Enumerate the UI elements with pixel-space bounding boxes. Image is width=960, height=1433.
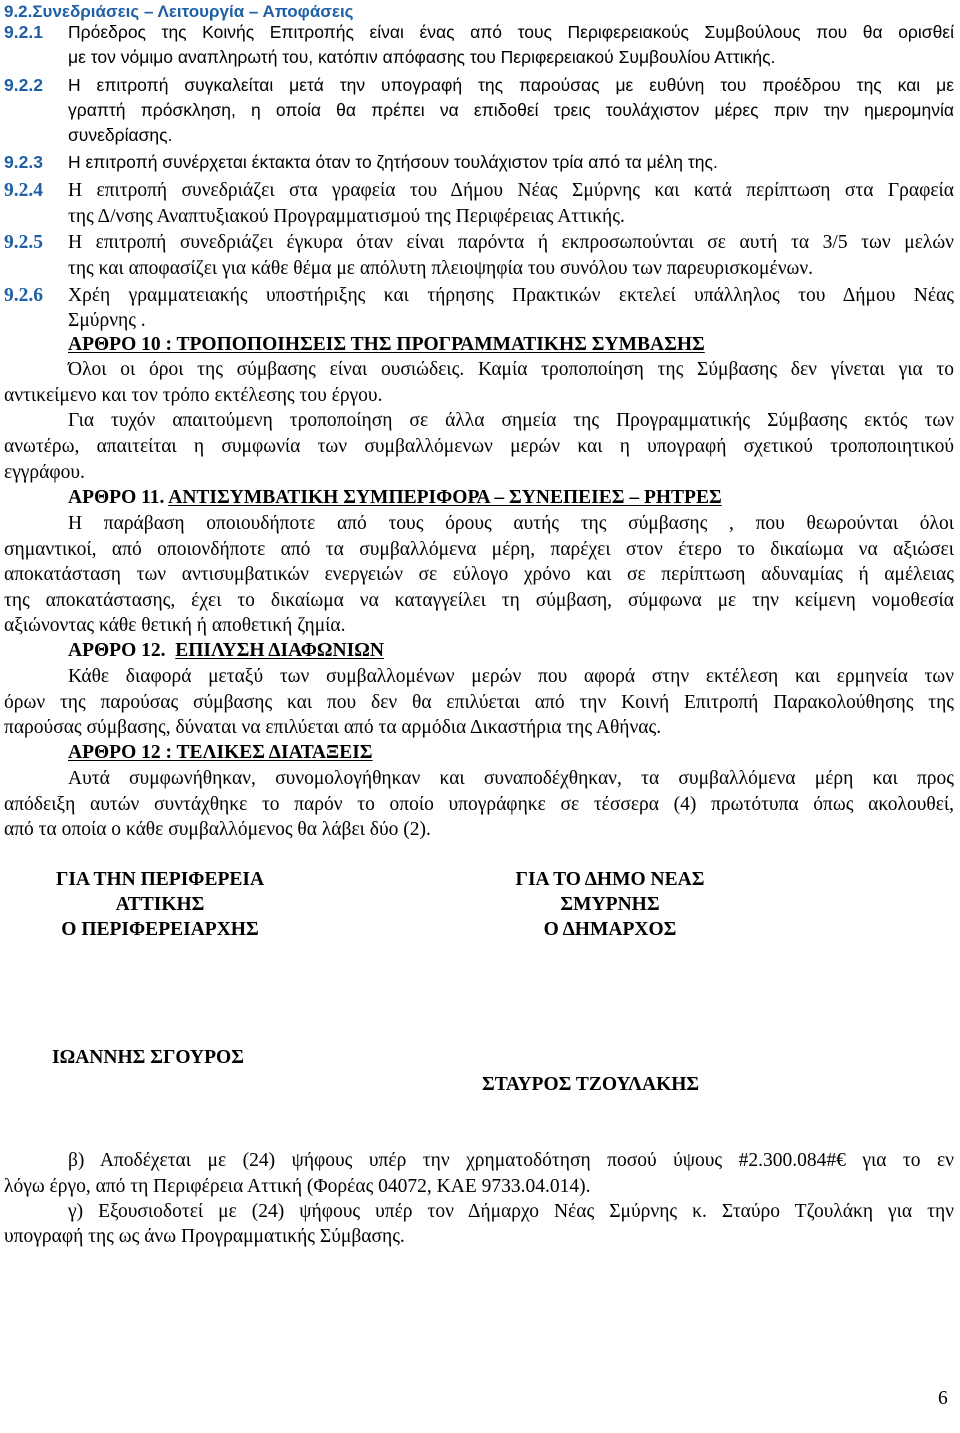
signatory-right-line: ΣΜΥΡΝΗΣ <box>560 894 660 915</box>
article-10-title: ΑΡΘΡΟ 10 : ΤΡΟΠΟΠΟΙΗΣΕΙΣ ΤΗΣ ΠΡΟΓΡΑΜΜΑΤΙΚΗΣ ΣΥΜΒΑΣΗΣ <box>68 334 705 355</box>
clause-9-2-4-line: της Δ/νσης Αναπτυξιακού Προγραμματισμού της Περιφέρειας Αττικής. <box>68 206 625 227</box>
decision-b-text: β) Αποδέχεται με (24) ψήφους υπέρ την χρηματοδότηση ποσού ύψους #2.300.084#€ για το εν <box>68 1150 954 1171</box>
article-12-final-text: Αυτά συμφωνήθηκαν, συνομολογήθηκαν και συναποδέχθηκαν, τα συμβαλλόμενα μέρη και προς <box>68 768 954 789</box>
decision-c-text: γ) Εξουσιοδοτεί με (24) ψήφους υπέρ τον Δήμαρχο Νέας Σμύρνης κ. Σταύρο Τζουλάκη για την <box>68 1201 954 1222</box>
article-12-disputes-text: Κάθε διαφορά μεταξύ των συμβαλλομένων μερών που αφορά στην εκτέλεση και ερμηνεία των <box>68 666 954 687</box>
article-12-disputes-text: παρούσας σύμβασης, δύναται να επιλύεται από τα αρμόδια Δικαστήρια της Αθήνας. <box>4 717 662 738</box>
signatory-left-line: ΑΤΤΙΚΗΣ <box>115 894 205 915</box>
signatory-right-title: Ο ΔΗΜΑΡΧΟΣ <box>543 919 677 940</box>
article-11-title: ΑΝΤΙΣΥΜΒΑΤΙΚΗ ΣΥΜΠΕΡΙΦΟΡΑ – ΣΥΝΕΠΕΙΕΣ – ΡΗΤΡΕΣ <box>168 487 722 508</box>
decision-c-text: υπογραφή της ως άνω Προγραμματικής Σύμβασης. <box>4 1226 405 1247</box>
signatory-left-line: ΓΙΑ ΤΗΝ ΠΕΡΙΦΕΡΕΙΑ <box>55 869 265 890</box>
clause-9-2-1-line: με τον νόμιμο αναπληρωτή του, κατόπιν απόφασης του Περιφερειακού Συμβουλίου Αττικής. <box>68 47 776 67</box>
article-10-text: αντικείμενο και τον τρόπο εκτέλεσης του έργου. <box>4 385 383 406</box>
clause-9-2-2-number: 9.2.2 <box>4 75 43 95</box>
section-heading-number: 9.2. <box>4 2 33 21</box>
section-heading-title: Συνεδριάσεις – Λειτουργία – Αποφάσεις <box>32 2 354 21</box>
page-number: 6 <box>938 1388 948 1409</box>
clause-9-2-3-number: 9.2.3 <box>4 152 43 172</box>
clause-9-2-1-line: Πρόεδρος της Κοινής Επιτροπής είναι ένας από τους Περιφερειακούς Συμβούλους που θα ορισθεί <box>68 22 954 42</box>
article-11-text: της αποκατάστασης, έχει το δικαίωμα να καταγγείλει τη σύμβαση, σύμφωνα με την κείμενη νομοθεσία <box>4 590 954 611</box>
signatory-right-name: ΣΤΑΥΡΟΣ ΤΖΟΥΛΑΚΗΣ <box>482 1074 700 1095</box>
signatory-left-title: Ο ΠΕΡΙΦΕΡΕΙΑΡΧΗΣ <box>61 919 259 940</box>
article-11-heading <box>68 488 722 508</box>
clause-9-2-5-number: 9.2.5 <box>4 232 43 253</box>
clause-9-2-2-line: Η επιτροπή συγκαλείται μετά την υπογραφή της παρούσας με ευθύνη του προέδρου της και με <box>68 75 954 95</box>
article-10-text: Όλοι οι όροι της σύμβασης είναι ουσιώδεις. Καμία τροποποίηση της Σύμβασης δεν γίνεται για το <box>68 359 954 380</box>
article-11-text: αποκατάσταση των αντισυμβατικών ενεργειών σε εύλογο χρόνο και σε περίπτωση αδυναμίας ή αμέλειας <box>4 564 954 585</box>
clause-9-2-4-number: 9.2.4 <box>4 180 43 201</box>
clause-9-2-6-line: Σμύρνης . <box>68 310 146 331</box>
signatory-right-line: ΓΙΑ ΤΟ ΔΗΜΟ ΝΕΑΣ <box>515 869 705 890</box>
clause-9-2-4-line: Η επιτροπή συνεδριάζει στα γραφεία του Δήμου Νέας Σμύρνης και κατά περίπτωση στα Γραφεία <box>68 180 954 201</box>
article-11-text: σημαντικοί, από οποιονδήποτε από τα συμβαλλόμενα μέρη, παρέχει στον έτερο το δικαίωμα να αξιώσει <box>4 539 954 560</box>
article-12-final-text: απόδειξη αυτών συντάχθηκε το παρόν το οποίο υπογράφηκε σε τέσσερα (4) πρωτότυπα όπως ακολουθεί, <box>4 794 954 815</box>
clause-9-2-1-number: 9.2.1 <box>4 22 43 42</box>
article-12-disputes-title: ΕΠΙΛΥΣΗ ΔΙΑΦΩΝΙΩΝ <box>175 640 384 661</box>
section-heading <box>4 3 354 20</box>
article-12-disputes-label: ΑΡΘΡΟ 12. <box>68 640 166 661</box>
article-10-text: εγγράφου. <box>4 462 85 483</box>
clause-9-2-2-line: γραπτή πρόσκληση, η οποία θα πρέπει να επιδοθεί τρεις τουλάχιστον μέρες πριν την ημερομηνία <box>68 100 954 120</box>
article-10-text: Για τυχόν απαιτούμενη τροποποίηση σε άλλα σημεία της Προγραμματικής Σύμβασης εκτός των <box>68 410 954 431</box>
article-12-final-title: ΑΡΘΡΟ 12 : ΤΕΛΙΚΕΣ ΔΙΑΤΑΞΕΙΣ <box>68 742 373 763</box>
article-12-disputes-heading <box>68 641 384 661</box>
decision-b-text: λόγω έργο, από τη Περιφέρεια Αττική (Φορέας 04072, ΚΑΕ 9733.04.014). <box>4 1176 591 1197</box>
clause-9-2-6-number: 9.2.6 <box>4 285 43 306</box>
article-11-label: ΑΡΘΡΟ 11. <box>68 487 165 508</box>
article-12-final-text: από τα οποία ο κάθε συμβαλλόμενος θα λάβει δύο (2). <box>4 819 431 840</box>
clause-9-2-2-line: συνεδρίασης. <box>68 125 173 145</box>
signatory-left-name: ΙΩΑΝΝΗΣ ΣΓΟΥΡΟΣ <box>52 1047 244 1068</box>
clause-9-2-6-line: Χρέη γραμματειακής υποστήριξης και τήρησης Πρακτικών εκτελεί υπάλληλος του Δήμου Νέας <box>68 285 954 306</box>
article-11-text: αξιώνοντας κάθε θετική ή αποθετική ζημία. <box>4 615 346 636</box>
clause-9-2-5-line: Η επιτροπή συνεδριάζει έγκυρα όταν είναι παρόντα ή εκπροσωπούνται σε αυτή τα 3/5 των μελών <box>68 232 954 253</box>
clause-9-2-3-line: Η επιτροπή συνέρχεται έκτακτα όταν το ζητήσουν τουλάχιστον τρία από τα μέλη της. <box>68 152 718 172</box>
clause-9-2-5-line: της και αποφασίζει για κάθε θέμα με απόλυτη πλειοψηφία του συνόλου των παρευρισκομένων. <box>68 258 814 279</box>
article-11-text: Η παράβαση οποιουδήποτε από τους όρους αυτής της σύμβασης , που θεωρούνται όλοι <box>68 513 954 534</box>
article-10-text: ανωτέρω, απαιτείται η συμφωνία των συμβαλλόμενων μερών και η υπογραφή σχετικού τροποποιητικού <box>4 436 954 457</box>
article-12-disputes-text: όρων της παρούσας σύμβασης και που δεν θα επιλύεται από την Κοινή Επιτροπή Παρακολούθησης της <box>4 692 954 713</box>
